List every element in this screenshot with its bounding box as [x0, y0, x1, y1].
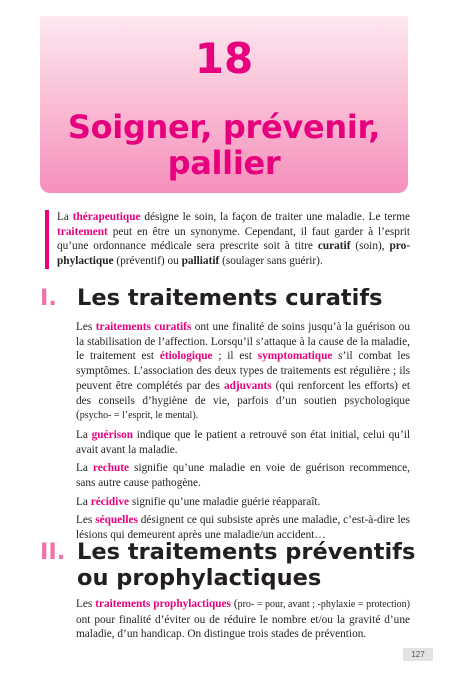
- chapter-title-line1: Soigner, prévenir,: [67, 108, 381, 146]
- section-body-curatifs: [76, 320, 410, 547]
- section-title-line1: Les traitements préventifs: [77, 539, 416, 565]
- keyword-etiologique: étiologique: [159, 350, 213, 363]
- keyword-adjuvants: adjuvants: [223, 379, 272, 392]
- keyword-rechute: rechute: [92, 462, 130, 475]
- text: indique que le patient a retrouvé son état initial, celui qu’il avait avant la maladie.: [76, 428, 410, 456]
- section-numeral: I.: [40, 285, 57, 311]
- keyword-therapeutique: thérapeutique: [72, 211, 141, 223]
- keyword-sequelles: séquelles: [95, 514, 138, 527]
- keyword-recidive: récidive: [90, 495, 130, 508]
- intro-text: La: [57, 211, 73, 223]
- section-title-line2: ou prophylactiques: [77, 565, 322, 591]
- section-heading-curatifs: [40, 285, 420, 313]
- text: ; il est: [212, 350, 258, 363]
- page-number: 127: [403, 648, 433, 661]
- text: Les: [76, 514, 96, 527]
- bold-palliatif: palliatif: [181, 255, 220, 268]
- keyword-traitements-curatifs: traitements curatifs: [95, 321, 192, 333]
- note-pro-phylaxie: pro- = pour, avant ; -phylaxie = protection): [237, 599, 410, 610]
- text: (qui renforcent les efforts) et des conseils d’hygiène de vie, parfois d’un soutien psychologique (: [76, 379, 410, 422]
- text: Les: [76, 598, 96, 610]
- chapter-number: 18: [194, 34, 254, 83]
- paragraph-traitements-prophylactiques: [76, 597, 410, 642]
- keyword-symptomatique: symptomatique: [257, 350, 333, 363]
- text: ont pour finalité d’éviter ou de réduire le nombre et/ou la gravité d’une maladie, d’un handicap. On distingue trois stades de prévention.: [76, 613, 410, 641]
- bold-curatif: curatif: [317, 240, 351, 253]
- chapter-title-line2: pallier: [167, 144, 281, 182]
- chapter-title: [40, 109, 408, 181]
- intro-paragraph: [45, 210, 410, 269]
- text: (: [230, 598, 238, 610]
- text: ont une finalité de soins jusqu’à la guérison ou la stabilisation de l’affection. Lorsqu’il s’attaque à la cause de la maladie, le traitement est: [76, 321, 410, 363]
- keyword-traitement: traitement: [57, 225, 108, 238]
- chapter-banner: [40, 16, 408, 193]
- paragraph-rechute: [76, 461, 410, 490]
- section-title: [77, 539, 422, 591]
- note-psycho: psycho- = l’esprit, le mental).: [79, 410, 199, 422]
- section-title: Les traitements curatifs: [77, 285, 383, 311]
- section-heading-preventifs: [40, 539, 420, 595]
- text: désignent ce qui subsiste après une maladie, c’est-à-dire les lésions qui demeurent après une maladie/un accident…: [76, 514, 410, 542]
- text: La: [76, 462, 93, 475]
- intro-text: (soin),: [350, 240, 390, 253]
- intro-text: (préventif) ou: [113, 255, 182, 268]
- keyword-traitements-prophylactiques: traitements prophylactiques: [95, 598, 231, 610]
- intro-text: désigne le soin, la façon de traiter une maladie. Le terme: [140, 211, 410, 223]
- text: La: [76, 495, 91, 508]
- paragraph-traitements-curatifs: [76, 320, 410, 424]
- section-numeral: II.: [40, 539, 66, 565]
- intro-text: peut en être un synonyme. Cependant, il faut garder à l’esprit qu’une ordonnance médicale sera prescrite soit à titre: [57, 225, 410, 253]
- text: signifie qu’une maladie en voie de guérison recommence, sans autre cause pathogène.: [76, 462, 411, 490]
- text: La: [76, 428, 92, 441]
- keyword-guerison: guérison: [91, 428, 134, 441]
- intro-text: (soulager sans guérir).: [219, 255, 323, 268]
- text: signifie qu’une maladie guérie réapparaît.: [129, 495, 321, 508]
- section-body-preventifs: [76, 597, 410, 646]
- paragraph-guerison: [76, 428, 410, 457]
- paragraph-recidive: [76, 495, 410, 510]
- text: Les: [76, 321, 96, 333]
- bold-prophylactique: prophylactique: [57, 240, 410, 268]
- text: s’il combat les symptômes. L’association des deux types de traitements est régulière ; ils peuvent être complétés par des: [76, 350, 410, 392]
